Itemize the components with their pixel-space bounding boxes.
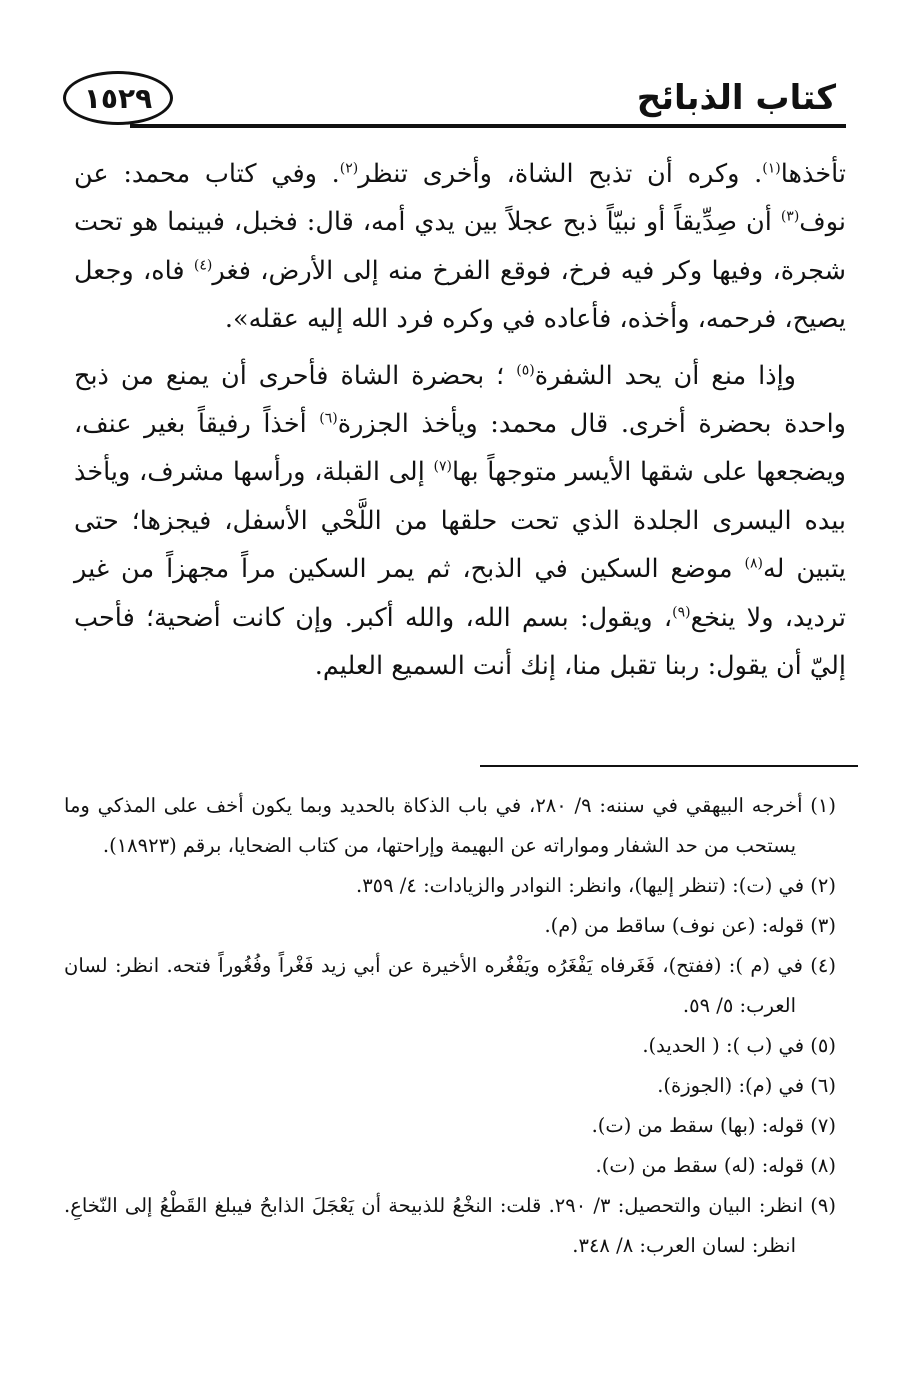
footnote-3: (٣) قوله: (عن نوف) ساقط من (م). bbox=[544, 914, 836, 937]
footnote-6: (٦) في (م): (الجوزة). bbox=[657, 1074, 836, 1097]
footnote-7: (٧) قوله: (بها) سقط من (ت). bbox=[591, 1114, 836, 1137]
text-span: . وكره أن تذبح الشاة، وأخرى تنظر bbox=[358, 159, 763, 189]
text-span: وإذا منع أن يحد الشفرة bbox=[534, 360, 796, 391]
text-span: إلى القبلة، ورأسها مشرف، ويأخذ بيده اليسرى الجلدة الذي تحت حلقها من اللَّحْي الأسفل، فيجزها؛ حتى يتبين له bbox=[74, 457, 846, 585]
footnote-ref[interactable]: (٧) bbox=[433, 458, 452, 475]
footnote-ref[interactable]: (٨) bbox=[744, 555, 764, 572]
text-span: فاه، وجعل يصيح، فرحمه، وأخذه، فأعاده في وكره فرد الله إليه عقله». bbox=[74, 255, 846, 335]
running-header-title: كتاب الذبائح bbox=[636, 78, 836, 118]
footnote-divider bbox=[480, 765, 858, 767]
text-span: موضع السكين في الذبح، ثم يمر السكين مراً مجهزاً من غير ترديد، ولا ينخع bbox=[74, 554, 846, 633]
page-number-badge bbox=[63, 71, 173, 125]
footnotes bbox=[64, 786, 836, 1266]
footnote-1: (١) أخرجه البيهقي في سننه: ٩/ ٢٨٠، في باب الذكاة بالحديد وبما يكون أخف على المذكي وما يستحب من حد الشفار ومواراته عن البهيمة وإراحتها، من كتاب الضحايا، برقم (١٨٩٢٣). bbox=[64, 794, 836, 857]
paragraph-2 bbox=[74, 352, 846, 691]
footnote-ref[interactable]: (٦) bbox=[319, 410, 338, 427]
footnote-ref[interactable]: (٤) bbox=[193, 257, 213, 274]
footnote-ref[interactable]: (٣) bbox=[780, 208, 800, 225]
footnote-5: (٥) في (ب ): ( الحديد). bbox=[642, 1034, 836, 1057]
main-text bbox=[74, 150, 846, 690]
footnote-2: (٢) في (ت): (تنظر إليها)، وانظر: النوادر والزيادات: ٤/ ٣٥٩. bbox=[355, 874, 836, 897]
footnote-8: (٨) قوله: (له) سقط من (ت). bbox=[595, 1154, 836, 1177]
text-span: . وفي كتاب محمد: عن نوف bbox=[74, 159, 846, 238]
text-span: أن صِدِّيقاً أو نبيّاً ذبح عجلاً بين يدي أمه، قال: فخبل، فبينما هو تحت شجرة، وفيها وكر فيه فرخ، فوقع الفرخ منه إلى الأرض، فغر bbox=[74, 207, 847, 286]
footnote-ref[interactable]: (٩) bbox=[672, 604, 691, 621]
header-divider bbox=[130, 124, 846, 128]
footnote-ref[interactable]: (١) bbox=[762, 160, 781, 177]
text-span: تأخذها bbox=[780, 159, 846, 189]
footnote-4: (٤) في (م ): (ففتح)، فَغَرفاه يَفْغَرُه ويَفْغُره الأخيرة عن أبي زيد فَغْراً وفُغُوراً فتحه. انظر: لسان العرب: ٥/ ٥٩. bbox=[64, 954, 836, 1017]
paragraph-1 bbox=[74, 150, 846, 344]
page-number: ١٥٢٩ bbox=[83, 81, 153, 115]
footnote-ref[interactable]: (٢) bbox=[339, 160, 359, 177]
text-span: ، ويقول: بسم الله، والله أكبر. وإن كانت أضحية؛ فأحب إليّ أن يقول: ربنا تقبل منا، إنك أنت السميع العليم. bbox=[74, 602, 846, 682]
footnote-9: (٩) انظر: البيان والتحصيل: ٣/ ٢٩٠. قلت: النخْعُ للذبيحة أن يَعْجَلَ الذابحُ فيبلغ القَطْعُ إلى النّخاعِ. انظر: لسان العرب: ٨/ ٣٤٨. bbox=[64, 1194, 836, 1257]
text-span: أخذاً رفيقاً بغير عنف، ويضجعها على شقها الأيسر متوجهاً بها bbox=[74, 409, 846, 488]
footnote-ref[interactable]: (٥) bbox=[516, 362, 535, 379]
text-span: ؛ بحضرة الشاة فأحرى أن يمنع من ذبح واحدة بحضرة أخرى. قال محمد: ويأخذ الجزرة bbox=[74, 360, 846, 440]
